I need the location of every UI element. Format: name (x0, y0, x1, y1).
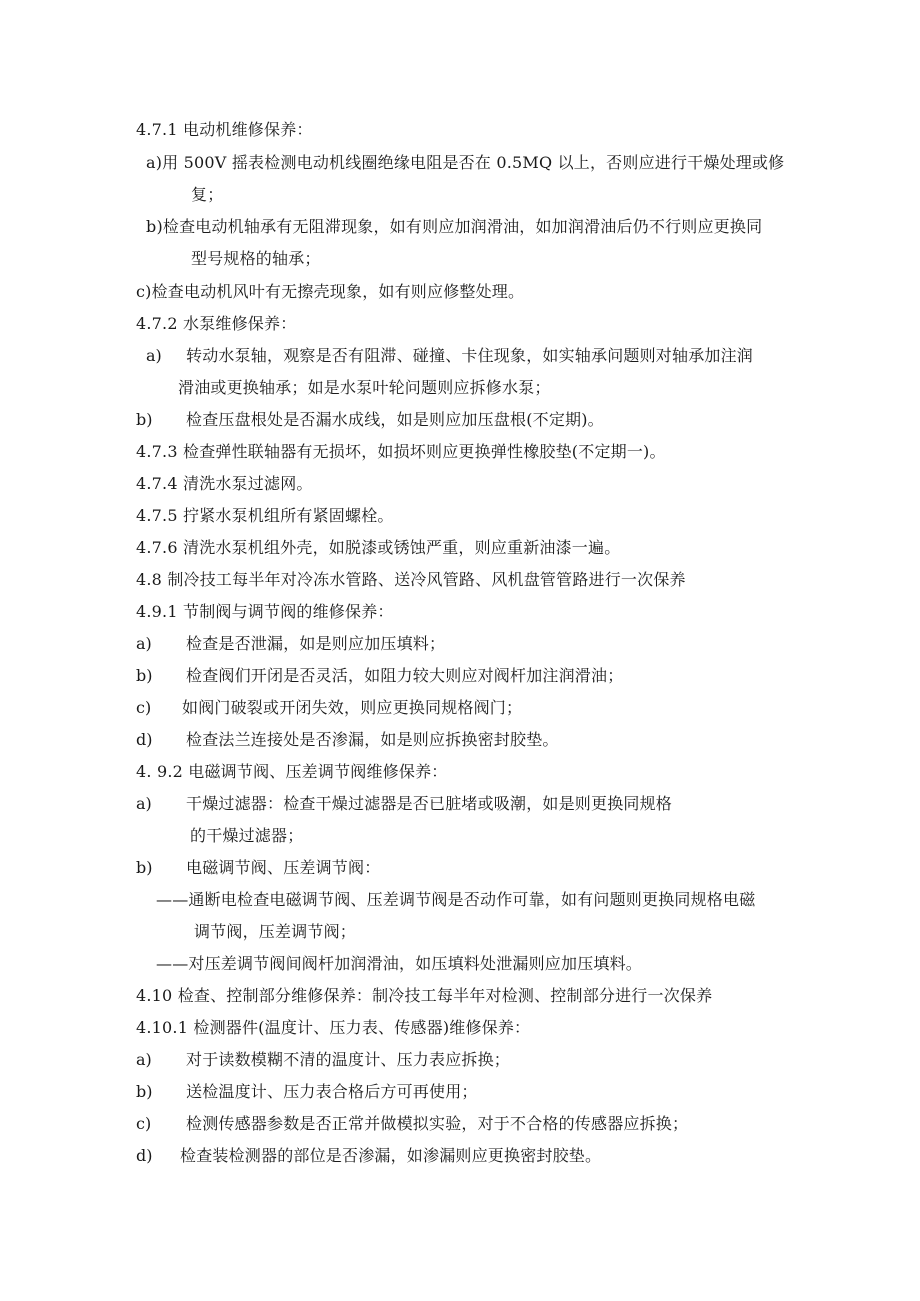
list-item-text: 检查法兰连接处是否渗漏，如是则应拆换密封胶垫。 (186, 730, 559, 749)
list-item-text: 如阀门破裂或开闭失效，则应更换同规格阀门； (182, 698, 523, 717)
heading-4-10-1: 4.10.1 检测器件(温度计、压力表、传感器)维修保养： (136, 1018, 531, 1037)
paragraph-line: c)检查电动机风叶有无擦壳现象，如有则应修整处理。 (136, 282, 525, 301)
list-item-text: 干燥过滤器：检查干燥过滤器是否已脏堵或吸潮，如是则更换同规格 (186, 794, 673, 813)
paragraph-line: 4.7.5 拧紧水泵机组所有紧固螺栓。 (136, 506, 394, 525)
dash-item-text: ——通断电检查电磁调节阀、压差调节阀是否动作可靠，如有问题则更换同规格电磁 (156, 890, 756, 909)
paragraph-line: 复； (191, 185, 224, 204)
list-label: b) (136, 1082, 153, 1101)
list-item-text: 的干燥过滤器； (190, 826, 304, 845)
list-item-text: 滑油或更换轴承；如是水泵叶轮问题则应拆修水泵； (178, 378, 551, 397)
dash-item-text: ——对压差调节阀间阀杆加润滑油，如压填料处泄漏则应加压填料。 (156, 954, 643, 973)
list-label: d) (136, 730, 153, 749)
heading-4-9-2: 4. 9.2 电磁调节阀、压差调节阀维修保养： (136, 762, 448, 781)
list-item-text: 检查阀们开闭是否灵活，如阻力较大则应对阀杆加注润滑油； (186, 666, 624, 685)
list-item-text: 送检温度计、压力表合格后方可再使用； (186, 1082, 478, 1101)
heading-4-10: 4.10 检查、控制部分维修保养：制冷技工每半年对检测、控制部分进行一次保养 (136, 986, 713, 1005)
list-label: a) (136, 634, 152, 653)
heading-4-7-2: 4.7.2 水泵维修保养： (136, 314, 297, 333)
paragraph-line: 4.7.4 清洗水泵过滤网。 (136, 474, 313, 493)
list-item-text: 检查是否泄漏，如是则应加压填料； (186, 634, 446, 653)
list-label: b) (136, 858, 153, 877)
list-item-text: 检查压盘根处是否漏水成线，如是则应加压盘根(不定期)。 (186, 410, 604, 429)
list-item-text: 电磁调节阀、压差调节阀： (186, 858, 381, 877)
dash-item-text: 调节阀，压差调节阀； (194, 922, 357, 941)
paragraph-line: 4.7.6 清洗水泵机组外壳，如脱漆或锈蚀严重，则应重新油漆一遍。 (136, 538, 621, 557)
paragraph-line: 4.8 制冷技工每半年对冷冻水管路、送冷风管路、风机盘管管路进行一次保养 (136, 570, 686, 589)
heading-4-7-1: 4.7.1 电动机维修保养： (136, 120, 313, 139)
paragraph-line: 型号规格的轴承； (191, 249, 321, 268)
list-item-text: 检测传感器参数是否正常并做模拟实验，对于不合格的传感器应拆换； (186, 1114, 689, 1133)
list-label: c) (136, 698, 152, 717)
list-item-text: 对于读数模糊不清的温度计、压力表应拆换； (186, 1050, 511, 1069)
list-label: c) (136, 1114, 152, 1133)
list-label: a) (136, 1050, 152, 1069)
list-label: b) (136, 410, 153, 429)
list-item-text: 检查装检测器的部位是否渗漏，如渗漏则应更换密封胶垫。 (180, 1146, 602, 1165)
paragraph-line: b)检查电动机轴承有无阻滞现象，如有则应加润滑油，如加润滑油后仍不行则应更换同 (146, 217, 763, 236)
list-label: d) (136, 1146, 153, 1165)
paragraph-line: a)用 500V 摇表检测电动机线圈绝缘电阻是否在 0.5MQ 以上，否则应进行干燥处理或修 (146, 153, 785, 172)
heading-4-9-1: 4.9.1 节制阀与调节阀的维修保养： (136, 602, 394, 621)
list-label: b) (136, 666, 153, 685)
list-label: a) (146, 346, 162, 365)
paragraph-line: 4.7.3 检查弹性联轴器有无损坏，如损坏则应更换弹性橡胶垫(不定期一)。 (136, 442, 666, 461)
list-label: a) (136, 794, 152, 813)
list-item-text: 转动水泵轴，观察是否有阻滞、碰撞、卡住现象，如实轴承问题则对轴承加注润 (186, 346, 754, 365)
